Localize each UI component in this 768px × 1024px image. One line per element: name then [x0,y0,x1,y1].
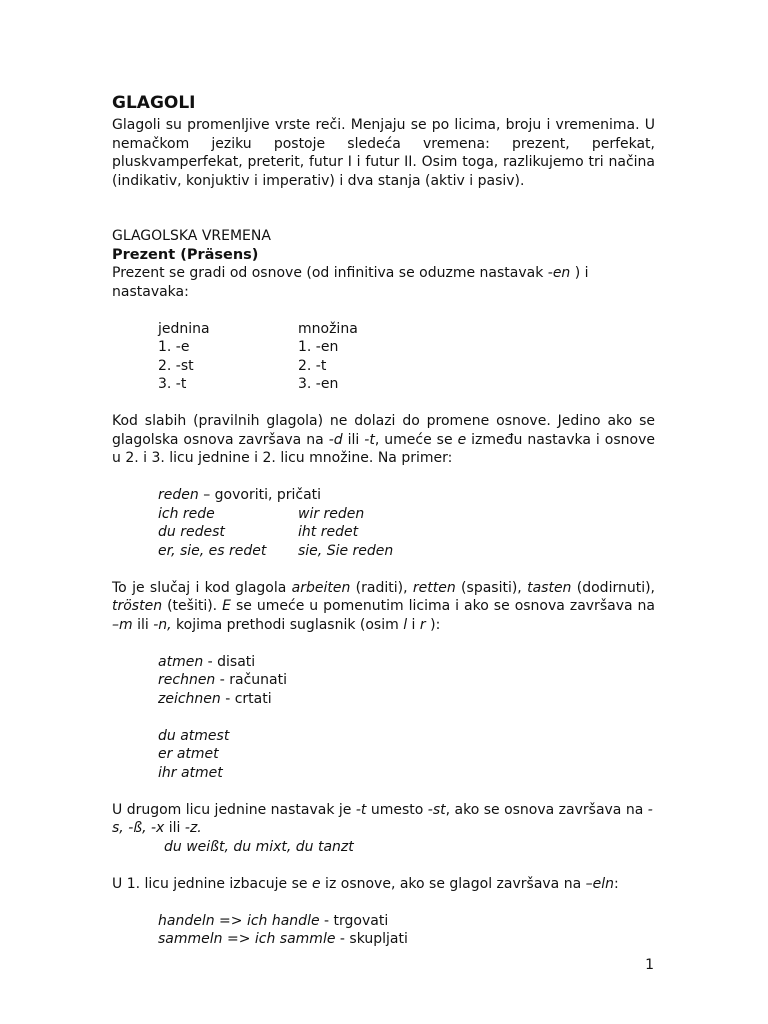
first-person-paragraph: U 1. licu jednine izbacuje se e iz osnove, ako se glagol završava na –eln: [112,875,619,892]
list-item: atmen - disati [158,653,256,670]
arbeiten-paragraph: To je slučaj i kod glagola arbeiten (raditi), retten (spasiti), tasten (dodirnuti), trösten (tešiti). E se umeće u pomenutim licima i ako se osnova završava na –m ili -n, kojima prethodi suglasnik (osim l i r ): [112,579,656,633]
endings-cell: 3. -en [298,376,339,392]
first-person-examples [158,912,655,949]
atmen-forms-list [158,727,655,783]
section-heading: GLAGOLSKA VREMENA [112,228,271,244]
weak-verbs-paragraph: Kod slabih (pravilnih glagola) ne dolazi do promene osnove. Jedino ako se glagolska osnova završava na -d ili -t, umeće se e između nastavka i osnove u 2. i 3. licu jednine i 2. licu množine. Na primer: [112,413,655,466]
page-number: 1 [645,957,654,973]
reden-conjugation: ich rede wir reden du redest iht redet er, sie, es redet sie, Sie reden [158,505,394,559]
endings-header: jednina [158,320,210,337]
list-item: handeln => ich handle - trgovati [158,912,389,929]
endings-cell: 3. -t [158,376,187,392]
prezent-intro: Prezent se gradi od osnove (od infinitiva se oduzme nastavak -en ) i nastavaka: [112,265,589,300]
endings-header: množina [298,320,358,337]
intro-paragraph: Glagoli su promenljive vrste reči. Menjaju se po licima, broju i vremenima. U nemačkom jeziku postoje sledeća vremena: prezent, perfekat, pluskvamperfekat, preterit, futur I i futur II. Osim toga, razlikujemo tri načina (indikativ, konjuktiv i imperativ) i dva stanja (aktiv i pasiv). [112,117,655,189]
mn-examples-list [158,653,655,709]
list-item: zeichnen - crtati [158,690,272,707]
second-person-paragraph: U drugom licu jednine nastavak je -t umesto -st, ako se osnova završava na -s, -ß, -x ili -z. [112,801,653,836]
page-title: GLAGOLI [112,93,196,113]
list-item: rechnen - računati [158,672,288,688]
endings-cell: 1. -e [158,339,190,355]
endings-cell: 2. -t [298,357,327,374]
list-item: sammeln => ich sammle - skupljati [158,931,408,947]
endings-cell: 1. -en [298,339,339,355]
list-item: du atmest [158,727,230,744]
reden-definition: reden – govoriti, pričati [158,487,322,503]
list-item: ihr atmet [158,764,223,781]
subheading: Prezent (Präsens) [112,246,259,263]
second-person-examples: du weißt, du mixt, du tanzt [164,838,354,855]
endings-cell: 2. -st [158,357,194,374]
list-item: er atmet [158,746,219,762]
endings-table [158,320,655,394]
page-content [112,92,655,949]
